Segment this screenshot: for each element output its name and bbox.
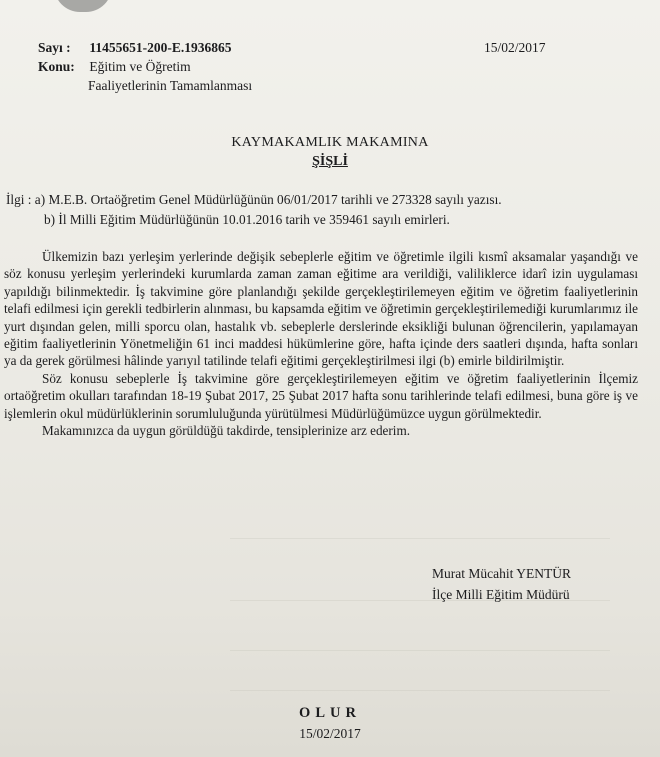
paragraph-3: Makamınızca da uygun görüldüğü takdirde, tensiplerinize arz ederim.: [42, 423, 411, 439]
signatory-name: Murat Mücahit YENTÜR: [432, 566, 571, 581]
konu-line2: Faaliyetlerinin Tamamlanması: [88, 78, 253, 93]
signatory-title: İlçe Milli Eğitim Müdürü: [432, 587, 570, 602]
reference-line-b: b) İl Milli Eğitim Müdürlüğünün 10.01.2016 tarih ve 359461 sayılı emirleri.: [44, 212, 450, 227]
konu-label: Konu:: [38, 59, 75, 74]
bleed-through-line: [230, 538, 610, 539]
addressee-district: ŞİŞLİ: [312, 154, 348, 169]
bleed-through-line: [230, 690, 610, 691]
paragraph-2: Söz konusu sebeplerle İş takvimine göre gerçekleştirilemeyen eğitim ve öğretim faaliyetlerinin İlçemiz ortaöğretim okulları tarafından 18-19 Şubat 2017, 25 Şubat 2017 hafta sonu tarihlerinde telafi edilmesi, buna göre iş ve işlemlerin okul müdürlüklerinin sorumluluğunda yürütülmesi Müdürlüğümüzce uygun görülmektedir.: [4, 370, 638, 421]
seal-fragment: [54, 0, 112, 12]
konu-row: [38, 57, 252, 76]
approval-date: 15/02/2017: [299, 726, 361, 741]
addressee-title: KAYMAKAMLIK MAKAMINA: [231, 135, 429, 150]
bleed-through-line: [230, 650, 610, 651]
document-date: 15/02/2017: [484, 40, 546, 55]
document-meta: [38, 38, 252, 95]
reference-block: [6, 190, 646, 230]
sayi-value: 11455651-200-E.1936865: [89, 40, 232, 55]
signature-block: [432, 563, 571, 605]
reference-line-a: İlgi : a) M.E.B. Ortaöğretim Genel Müdürlüğünün 06/01/2017 tarihli ve 273328 sayılı yazısı.: [6, 192, 502, 207]
body-text: [4, 248, 638, 439]
sayi-row: [38, 38, 252, 57]
konu-line1: Eğitim ve Öğretim: [89, 59, 191, 74]
paragraph-1: Ülkemizin bazı yerleşim yerlerinde değişik sebeplerle eğitim ve öğretimle ilgili kısmî aksamalar yaşandığı ve söz konusu yerleşim yerlerindeki kurumlarda zaman zaman eğitime ara verildiği, valiliklerce idarî izin uygulaması yapıldığı bilinmektedir. İş takvimine göre planlandığı şekilde gerçekleştirilemeyen eğitim ve öğretim faaliyetlerinin telafi edilmesi için gerekli tedbirlerin alınması, bu kapsamda eğitim ve öğretimin gerçekleştirilemediği kurumlarımız ile yurt dışından gelen, milli sporcu olan, hastalık vb. sebeplerle derslerinde eksikliği bulunan öğrencilerin, yapılamayan eğitim faaliyetlerinin Yönetmeliğin 61 inci maddesi hükümlerine göre, hafta içinde ders saatleri dışında, hafta sonları ya da gerek görülmesi hâlinde yarıyıl tatilinde telafi eğitimi gerçekleştirilmesi ilgi (b) emirle bildirilmiştir.: [4, 249, 638, 369]
approval-word: OLUR: [299, 705, 361, 721]
sayi-label: Sayı :: [38, 40, 71, 55]
